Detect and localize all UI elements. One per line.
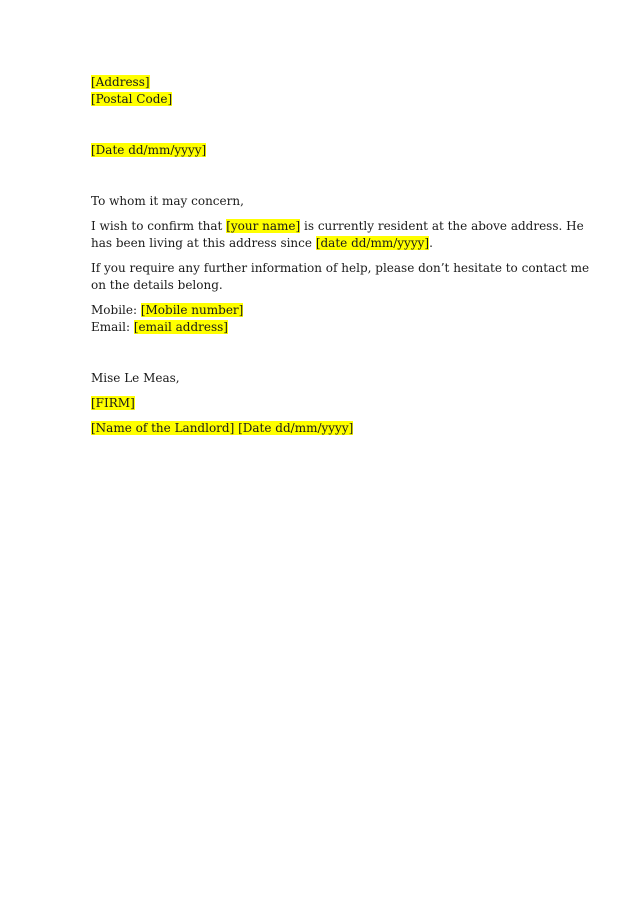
mobile-label: Mobile: (91, 303, 141, 317)
name-placeholder: [your name] (226, 219, 301, 233)
landlord-signoff-placeholder: [Name of the Landlord] [Date dd/mm/yyyy] (91, 421, 354, 435)
address-placeholder: [Address] (91, 75, 150, 89)
mobile-placeholder: [Mobile number] (140, 303, 244, 317)
signoff-line (91, 420, 551, 437)
firm-placeholder: [FIRM] (91, 396, 135, 410)
address-block (91, 74, 551, 108)
date-block (91, 142, 551, 159)
postal-code-placeholder: [Postal Code] (91, 92, 173, 106)
closing: Mise Le Meas, (91, 371, 180, 385)
email-label: Email: (91, 320, 134, 334)
letter-body (91, 74, 590, 445)
salutation: To whom it may concern, (91, 194, 244, 208)
date-placeholder: [Date dd/mm/yyyy] (91, 143, 207, 157)
confirmation-paragraph: I wish to confirm that [your name] is currently resident at the above address. He has been living at this address since [date dd/mm/yyyy]. (91, 219, 584, 250)
further-info-paragraph: If you require any further information of help, please don’t hesitate to contact me on the details belong. (91, 261, 590, 292)
contact-block (91, 302, 551, 336)
since-date-placeholder: [date dd/mm/yyyy] (315, 236, 430, 250)
firm-line (91, 395, 551, 412)
email-placeholder: [email address] (133, 320, 228, 334)
